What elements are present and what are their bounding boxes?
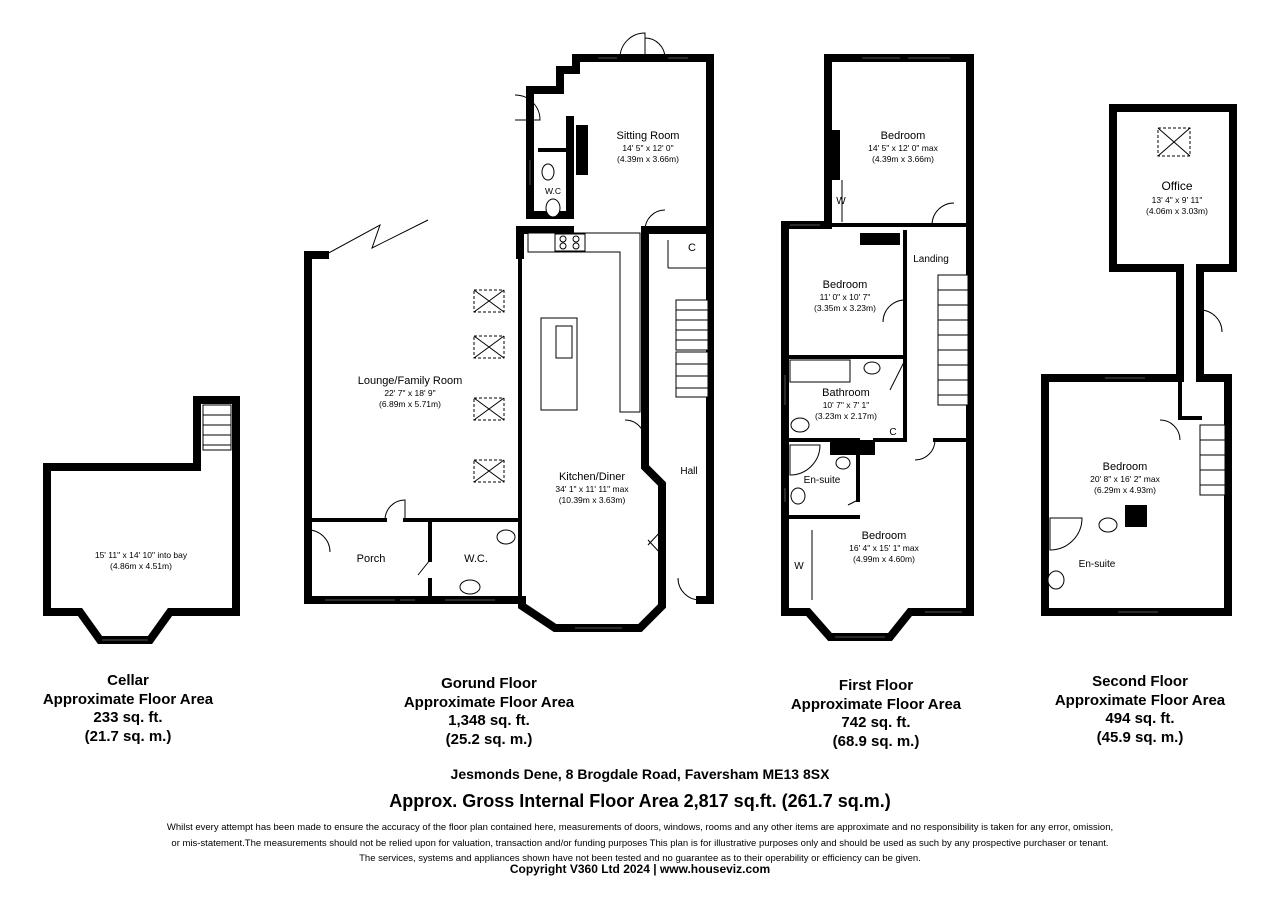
- floor-area-sqft: 233 sq. ft.: [93, 709, 163, 726]
- wc-label: W.C.: [464, 553, 488, 565]
- chimney-breast: [828, 130, 840, 180]
- floor-area-label: Approximate Floor Area: [1054, 691, 1226, 709]
- second-floor-area-caption: [1040, 673, 1240, 747]
- copyright: Copyright V360 Ltd 2024 | www.houseviz.com: [509, 862, 771, 876]
- second-floor-plan: [1045, 108, 1233, 612]
- bedroom-rear-name: Bedroom: [861, 530, 907, 542]
- ground-stairs: [676, 300, 708, 350]
- bathroom-dim2: (3.23m x 2.17m): [815, 411, 877, 421]
- office-dim2: (4.06m x 3.03m): [1146, 206, 1208, 216]
- toilet: [546, 199, 560, 217]
- lounge-dim1: 22' 7" x 18' 9": [384, 388, 436, 398]
- hob: [555, 234, 585, 251]
- bedroom-mid-name: Bedroom: [822, 279, 868, 291]
- floor-name: Second Floor: [1092, 673, 1188, 690]
- basin: [497, 530, 515, 544]
- floor-area-label: Approximate Floor Area: [403, 693, 575, 711]
- bedroom-front-dim1: 14' 5" x 12' 0" max: [868, 143, 938, 153]
- bathroom-dim1: 10' 7" x 7' 1": [822, 400, 870, 410]
- floor-area-sqm: (68.9 sq. m.): [832, 732, 920, 750]
- wardrobe-label: W: [836, 196, 846, 207]
- chimney-breast: [576, 125, 588, 175]
- bedroom-second-dim1: 20' 8" x 16' 2" max: [1090, 474, 1160, 484]
- lounge-name: Lounge/Family Room: [357, 375, 463, 387]
- chimney-breast: [1125, 505, 1147, 527]
- chimney-breast: [860, 233, 900, 245]
- sitting-room-name: Sitting Room: [616, 130, 680, 142]
- bedroom-front-name: Bedroom: [880, 130, 926, 142]
- bedroom-mid-dim1: 11' 0" x 10' 7": [819, 292, 871, 302]
- kitchen-dim2: (10.39m x 3.63m): [558, 495, 626, 505]
- first-stairs: [938, 275, 968, 405]
- first-floor-plan: [785, 58, 970, 637]
- floor-name: Cellar: [107, 672, 149, 689]
- toilet: [791, 488, 805, 504]
- disclaimer-line: or mis-statement.The measurements should not be relied upon for valuation, transaction and/or funding purposes This plan is for illustrative purposes only and should be used as such by any prospective purchaser or tenant.: [171, 837, 1109, 849]
- wardrobe-label: W: [794, 561, 804, 572]
- lounge-dim2: (6.89m x 5.71m): [379, 399, 441, 409]
- bedroom-front-dim2: (4.39m x 3.66m): [872, 154, 934, 164]
- bathroom-name: Bathroom: [822, 387, 870, 399]
- basin: [542, 164, 554, 180]
- shower: [790, 445, 820, 475]
- shower: [1050, 518, 1082, 550]
- bath: [790, 360, 850, 382]
- bedroom-second-name: Bedroom: [1102, 461, 1148, 473]
- chimney-breast: [830, 440, 875, 455]
- floor-area-label: Approximate Floor Area: [790, 695, 962, 713]
- sink: [556, 326, 572, 358]
- ground-floor-area-caption: [389, 675, 589, 749]
- floor-area-sqft: 1,348 sq. ft.: [448, 712, 530, 729]
- bedroom-rear-dim2: (4.99m x 4.60m): [853, 554, 915, 564]
- floor-area-sqft: 742 sq. ft.: [841, 714, 911, 731]
- hall-label: Hall: [680, 466, 698, 477]
- office-dim1: 13' 4" x 9' 11": [1151, 195, 1203, 205]
- disclaimer-line: The services, systems and appliances shown have not been tested and no guarantee as to their operability or efficiency can be given.: [359, 853, 921, 864]
- property-address: Jesmonds Dene, 8 Brogdale Road, Faversham ME13 8SX: [450, 766, 830, 782]
- cupboard-label: C: [688, 242, 696, 254]
- floor-area-label: Approximate Floor Area: [42, 690, 214, 708]
- floor-name: Gorund Floor: [441, 675, 537, 692]
- ground-floor-plan: [308, 33, 710, 628]
- basin: [836, 457, 850, 469]
- disclaimer-line: Whilst every attempt has been made to ensure the accuracy of the floor plan contained here, measurements of doors, windows, rooms and any other items are approximate and no responsibility is taken for any error, omission,: [166, 822, 1114, 833]
- sitting-room-dim2: (4.39m x 3.66m): [617, 154, 679, 164]
- toilet: [1048, 571, 1064, 589]
- cellar-dim1: 15' 11" x 14' 10" into bay: [94, 550, 188, 560]
- basin: [864, 362, 880, 374]
- toilet: [460, 580, 480, 594]
- sitting-room-dim1: 14' 5" x 12' 0": [622, 143, 674, 153]
- toilet: [791, 418, 809, 432]
- floor-area-sqm: (21.7 sq. m.): [84, 727, 172, 745]
- office-name: Office: [1161, 179, 1193, 193]
- cellar-stairs: [203, 405, 231, 450]
- disclaimer: [0, 820, 1280, 867]
- basin: [1099, 518, 1117, 532]
- cellar-plan: [47, 400, 236, 640]
- cupboard-first-label: C: [889, 427, 897, 438]
- floor-area-sqm: (25.2 sq. m.): [445, 730, 533, 748]
- floor-area-sqft: 494 sq. ft.: [1105, 710, 1175, 727]
- bedroom-mid-dim2: (3.35m x 3.23m): [814, 303, 876, 313]
- wc-small-label: W.C: [544, 186, 562, 196]
- ensuite-second-label: En-suite: [1078, 559, 1116, 570]
- kitchen-name: Kitchen/Diner: [558, 471, 626, 483]
- bedroom-second-dim2: (6.29m x 4.93m): [1094, 485, 1156, 495]
- landing-label: Landing: [913, 254, 949, 265]
- floor-area-sqm: (45.9 sq. m.): [1096, 728, 1184, 746]
- gross-floor-area: Approx. Gross Internal Floor Area 2,817 sq.ft. (261.7 sq.m.): [389, 791, 891, 811]
- cellar-area-caption: [28, 672, 228, 746]
- bedroom-rear-dim1: 16' 4" x 15' 1" max: [849, 543, 919, 553]
- ensuite-first-label: En-suite: [803, 475, 841, 486]
- cellar-dim2: (4.86m x 4.51m): [110, 561, 172, 571]
- kitchen-dim1: 34' 1" x 11' 11" max: [555, 484, 629, 494]
- first-floor-area-caption: [776, 677, 976, 751]
- floor-name: First Floor: [838, 677, 914, 694]
- porch-label: Porch: [356, 553, 386, 565]
